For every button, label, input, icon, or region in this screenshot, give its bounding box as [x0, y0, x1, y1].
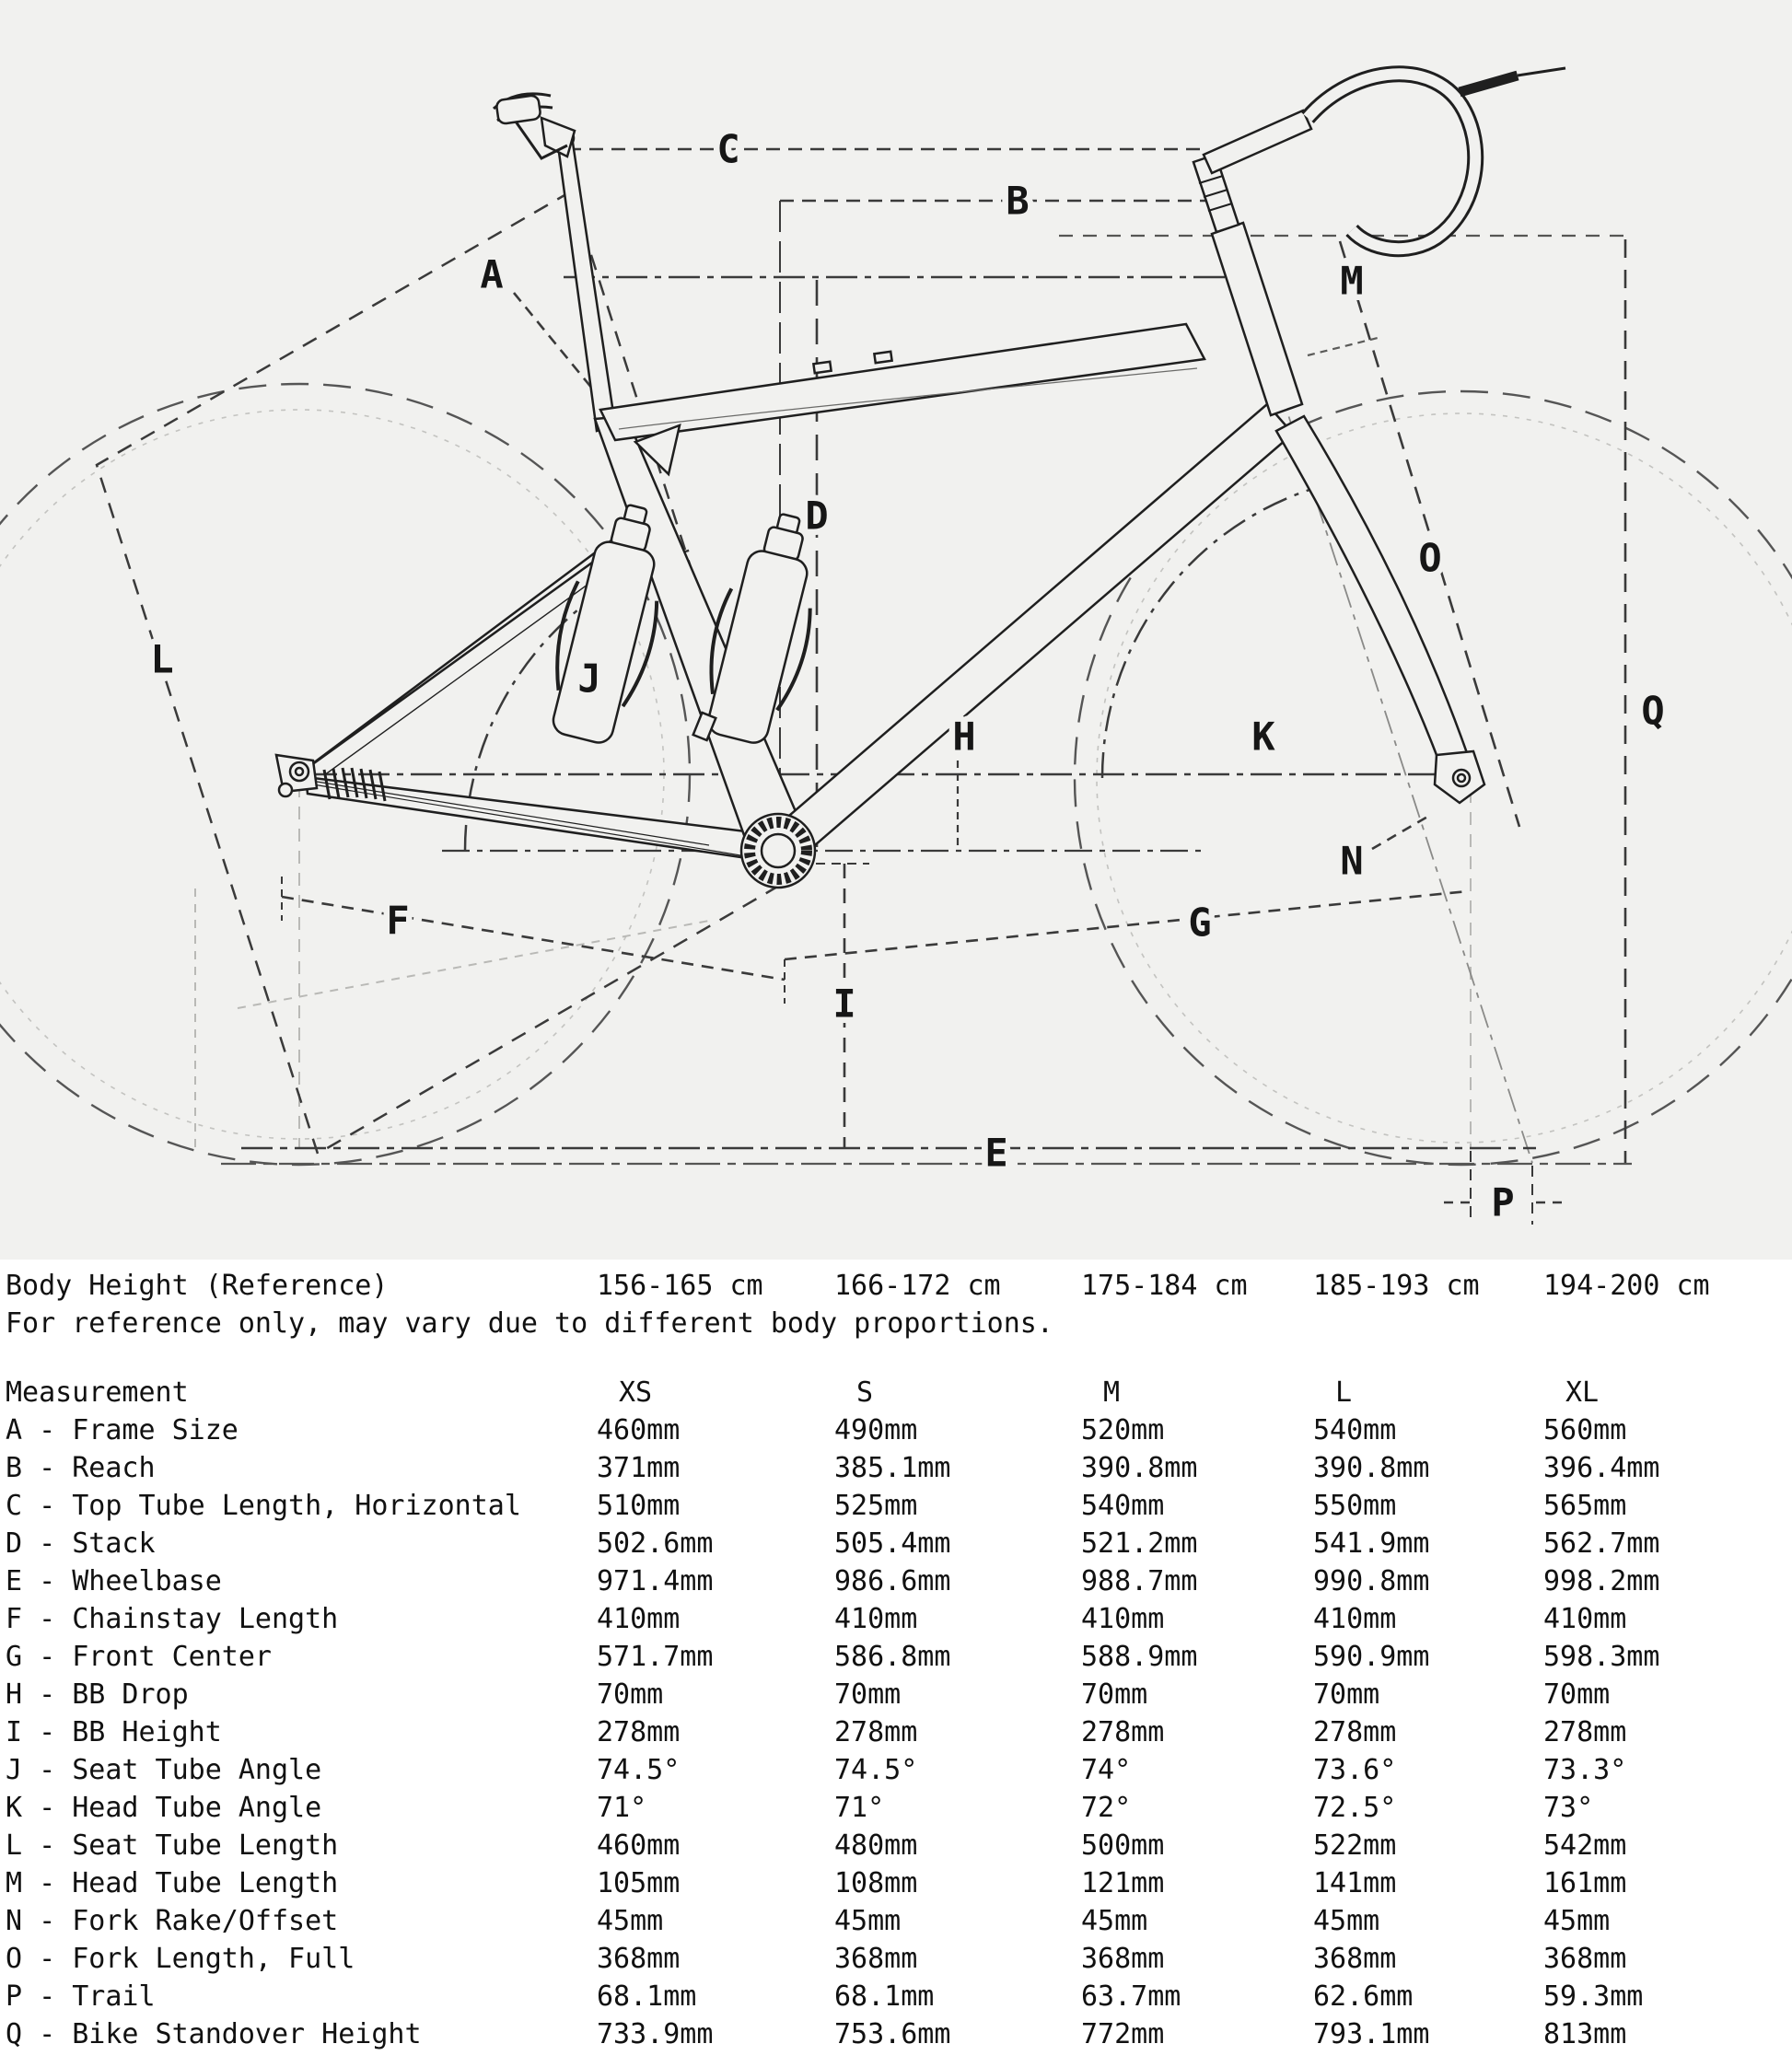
measurement-value: 74°: [1081, 1754, 1132, 1786]
measurement-value: 368mm: [1081, 1943, 1165, 1975]
measurement-value: 565mm: [1543, 1490, 1627, 1522]
geometry-label-B: B: [1006, 178, 1030, 224]
measurement-value: 59.3mm: [1543, 1980, 1644, 2013]
body-height-row: [0, 1267, 1792, 1305]
measurement-value: 772mm: [1081, 2018, 1165, 2050]
geometry-label-P: P: [1491, 1179, 1515, 1225]
table-row: [0, 1751, 1792, 1789]
table-row: [0, 1676, 1792, 1713]
geometry-label-F: F: [386, 898, 410, 944]
measurement-label: E - Wheelbase: [6, 1565, 222, 1597]
measurement-value: 371mm: [597, 1452, 681, 1484]
measurement-value: 588.9mm: [1081, 1641, 1198, 1673]
measurement-value: 753.6mm: [834, 2018, 951, 2050]
measurement-value: 410mm: [597, 1603, 681, 1635]
measurement-value: 410mm: [1543, 1603, 1627, 1635]
measurement-value: 505.4mm: [834, 1527, 951, 1560]
geometry-label-H: H: [952, 714, 976, 760]
table-row: [0, 1940, 1792, 1978]
measurement-value: 105mm: [597, 1867, 681, 1899]
bike-frame-drawing: [276, 68, 1565, 888]
measurement-value: 521.2mm: [1081, 1527, 1198, 1560]
measurement-value: 368mm: [834, 1943, 918, 1975]
table-row: [0, 1978, 1792, 2015]
body-height-note: For reference only, may vary due to different body proportions.: [6, 1307, 1053, 1340]
measurement-value: 63.7mm: [1081, 1980, 1181, 2013]
measurement-value: 410mm: [1081, 1603, 1165, 1635]
body-height-label: Body Height (Reference): [6, 1270, 389, 1302]
geometry-label-L: L: [150, 636, 174, 682]
measurement-value: 74.5°: [597, 1754, 681, 1786]
measurement-label: M - Head Tube Length: [6, 1867, 339, 1899]
faint-construction-lines: [195, 784, 1471, 1149]
measurement-value: 510mm: [597, 1490, 681, 1522]
measurement-value: 68.1mm: [834, 1980, 935, 2013]
measurement-label: J - Seat Tube Angle: [6, 1754, 322, 1786]
measurement-label: B - Reach: [6, 1452, 156, 1484]
measurement-value: 460mm: [597, 1829, 681, 1862]
measurement-value: 45mm: [1543, 1905, 1611, 1937]
measurement-value: 586.8mm: [834, 1641, 951, 1673]
measurement-value: 121mm: [1081, 1867, 1165, 1899]
table-row: [0, 1449, 1792, 1487]
geometry-label-O: O: [1418, 535, 1442, 581]
geometry-label-M: M: [1340, 258, 1364, 304]
measurement-label: Q - Bike Standover Height: [6, 2018, 422, 2050]
measurement-value: 410mm: [834, 1603, 918, 1635]
measurement-value: 793.1mm: [1313, 2018, 1430, 2050]
size-column-header: M: [1103, 1376, 1121, 1409]
measurement-value: 986.6mm: [834, 1565, 951, 1597]
measurement-label: F - Chainstay Length: [6, 1603, 339, 1635]
measurement-value: 368mm: [1543, 1943, 1627, 1975]
measurement-value: 971.4mm: [597, 1565, 714, 1597]
geometry-label-Q: Q: [1641, 688, 1665, 734]
measurement-value: 410mm: [1313, 1603, 1397, 1635]
table-row: [0, 1411, 1792, 1449]
measurement-value: 62.6mm: [1313, 1980, 1414, 2013]
geometry-label-G: G: [1188, 900, 1212, 946]
measurement-value: 541.9mm: [1313, 1527, 1430, 1560]
size-column-header: S: [856, 1376, 874, 1409]
measurement-value: 460mm: [597, 1414, 681, 1446]
measurement-value: 68.1mm: [597, 1980, 697, 2013]
measurement-value: 70mm: [834, 1678, 902, 1711]
measurement-value: 70mm: [1543, 1678, 1611, 1711]
measurement-value: 278mm: [597, 1716, 681, 1748]
measurement-value: 502.6mm: [597, 1527, 714, 1560]
size-column-header: XS: [619, 1376, 653, 1409]
measurement-value: 368mm: [1313, 1943, 1397, 1975]
measurement-value: 278mm: [1543, 1716, 1627, 1748]
measurement-value: 522mm: [1313, 1829, 1397, 1862]
table-row: [0, 1562, 1792, 1600]
measurement-value: 598.3mm: [1543, 1641, 1660, 1673]
table-row: [0, 1789, 1792, 1827]
measurement-value: 520mm: [1081, 1414, 1165, 1446]
measurement-label: N - Fork Rake/Offset: [6, 1905, 339, 1937]
measurement-value: 72.5°: [1313, 1792, 1397, 1824]
measurement-label: P - Trail: [6, 1980, 156, 2013]
body-height-range: 175-184 cm: [1081, 1270, 1248, 1302]
size-table-rows: [0, 1411, 1792, 2053]
measurement-value: 571.7mm: [597, 1641, 714, 1673]
geometry-label-J: J: [577, 656, 601, 702]
table-row: [0, 2015, 1792, 2053]
measurement-value: 108mm: [834, 1867, 918, 1899]
spec-tables: [0, 1260, 1792, 2067]
measurement-value: 542mm: [1543, 1829, 1627, 1862]
measurement-label: H - BB Drop: [6, 1678, 189, 1711]
measurement-value: 278mm: [1081, 1716, 1165, 1748]
geometry-label-D: D: [805, 493, 829, 539]
measurement-label: D - Stack: [6, 1527, 156, 1560]
measurement-header: Measurement: [6, 1376, 189, 1409]
body-height-range: 156-165 cm: [597, 1270, 763, 1302]
measurement-value: 990.8mm: [1313, 1565, 1430, 1597]
table-row: [0, 1525, 1792, 1562]
measurement-value: 73.3°: [1543, 1754, 1627, 1786]
measurement-value: 500mm: [1081, 1829, 1165, 1862]
table-row: [0, 1827, 1792, 1864]
measurement-label: O - Fork Length, Full: [6, 1943, 355, 1975]
measurement-value: 72°: [1081, 1792, 1132, 1824]
geometry-label-E: E: [984, 1130, 1008, 1176]
geometry-label-N: N: [1340, 838, 1364, 884]
measurement-value: 368mm: [597, 1943, 681, 1975]
measurement-value: 540mm: [1313, 1414, 1397, 1446]
saddle-clamp: [494, 94, 575, 158]
measurement-label: A - Frame Size: [6, 1414, 239, 1446]
body-height-range: 194-200 cm: [1543, 1270, 1710, 1302]
measurement-value: 480mm: [834, 1829, 918, 1862]
table-row: [0, 1902, 1792, 1940]
measurement-value: 45mm: [1313, 1905, 1380, 1937]
measurement-value: 390.8mm: [1313, 1452, 1430, 1484]
measurement-value: 71°: [834, 1792, 885, 1824]
geometry-label-C: C: [716, 126, 740, 172]
geometry-label-A: A: [480, 251, 504, 297]
measurement-value: 70mm: [1313, 1678, 1380, 1711]
table-row: [0, 1487, 1792, 1525]
measurement-label: I - BB Height: [6, 1716, 222, 1748]
dimension-lines: [97, 149, 1632, 1225]
size-column-header: XL: [1565, 1376, 1600, 1409]
measurement-label: L - Seat Tube Length: [6, 1829, 339, 1862]
measurement-value: 396.4mm: [1543, 1452, 1660, 1484]
measurement-value: 733.9mm: [597, 2018, 714, 2050]
measurement-label: G - Front Center: [6, 1641, 272, 1673]
measurement-value: 998.2mm: [1543, 1565, 1660, 1597]
bottom-bracket: [741, 814, 815, 888]
measurement-value: 525mm: [834, 1490, 918, 1522]
measurement-value: 562.7mm: [1543, 1527, 1660, 1560]
table-row: [0, 1600, 1792, 1638]
measurement-value: 385.1mm: [834, 1452, 951, 1484]
measurement-value: 278mm: [1313, 1716, 1397, 1748]
measurement-value: 490mm: [834, 1414, 918, 1446]
measurement-value: 813mm: [1543, 2018, 1627, 2050]
measurement-value: 73°: [1543, 1792, 1594, 1824]
measurement-label: K - Head Tube Angle: [6, 1792, 322, 1824]
measurement-value: 71°: [597, 1792, 647, 1824]
table-row: [0, 1713, 1792, 1751]
measurement-value: 390.8mm: [1081, 1452, 1198, 1484]
measurement-value: 70mm: [1081, 1678, 1148, 1711]
measurement-value: 141mm: [1313, 1867, 1397, 1899]
measurement-value: 278mm: [834, 1716, 918, 1748]
measurement-value: 70mm: [597, 1678, 664, 1711]
table-row: [0, 1638, 1792, 1676]
measurement-value: 45mm: [597, 1905, 664, 1937]
measurement-value: 540mm: [1081, 1490, 1165, 1522]
measurement-value: 988.7mm: [1081, 1565, 1198, 1597]
table-row: [0, 1864, 1792, 1902]
measurement-label: C - Top Tube Length, Horizontal: [6, 1490, 521, 1522]
measurement-value: 74.5°: [834, 1754, 918, 1786]
measurement-value: 73.6°: [1313, 1754, 1397, 1786]
size-table-header-row: [0, 1374, 1792, 1411]
measurement-value: 590.9mm: [1313, 1641, 1430, 1673]
body-height-range: 185-193 cm: [1313, 1270, 1480, 1302]
measurement-value: 550mm: [1313, 1490, 1397, 1522]
measurement-value: 45mm: [1081, 1905, 1148, 1937]
measurement-value: 560mm: [1543, 1414, 1627, 1446]
body-height-range: 166-172 cm: [834, 1270, 1001, 1302]
geometry-label-I: I: [832, 981, 856, 1027]
size-column-header: L: [1335, 1376, 1353, 1409]
geometry-label-K: K: [1251, 714, 1275, 760]
measurement-value: 45mm: [834, 1905, 902, 1937]
measurement-value: 161mm: [1543, 1867, 1627, 1899]
